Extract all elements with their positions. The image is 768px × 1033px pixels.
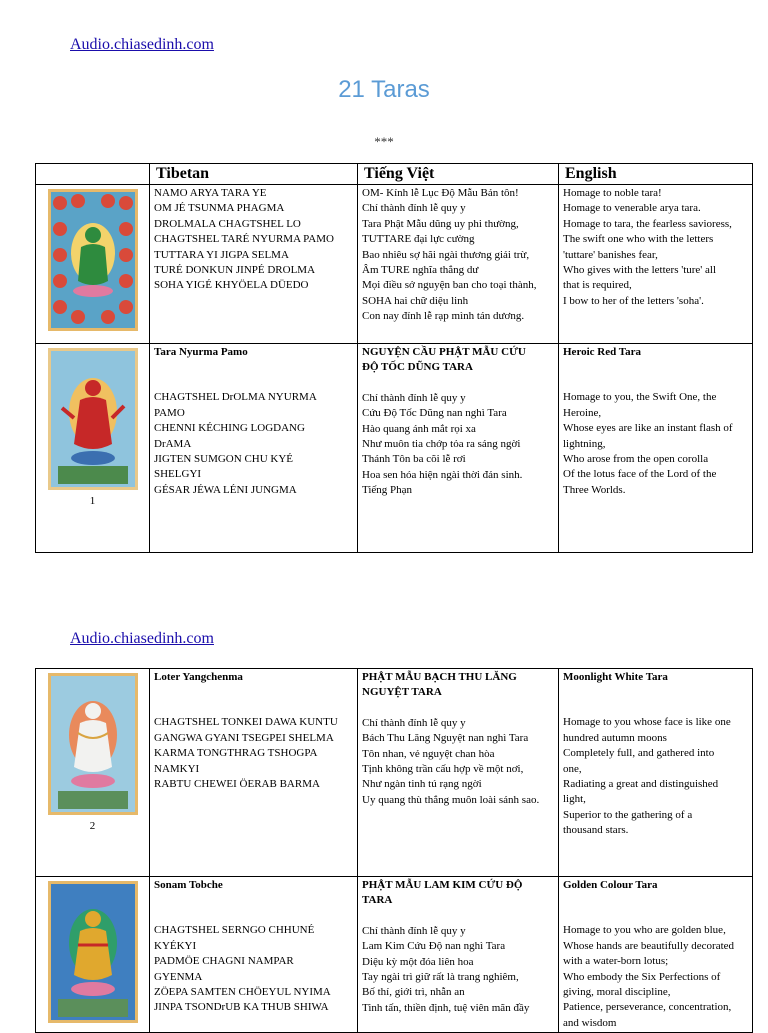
tibetan-line: CHAGTSHEL TARÉ NYURMA PAMO (154, 233, 334, 246)
site-link-top[interactable]: Audio.chiasedinh.com (70, 36, 214, 53)
english-line: thousand stars. (563, 824, 629, 837)
table-row-tara-1 (36, 344, 753, 553)
viet-heading: NGUYỆN CẦU PHẬT MẪU CỨU (362, 346, 526, 358)
tibetan-line: NAMKYI (154, 762, 200, 775)
tara-3-tibetan-cell (150, 877, 358, 1033)
intro-tibetan-cell (150, 185, 358, 344)
viet-line: Chí thành đính lễ quy y (362, 202, 466, 215)
viet-heading: PHẬT MẪU LAM KIM CỨU ĐỘ (362, 879, 523, 891)
english-line: Homage to you whose face is like one (563, 716, 731, 729)
viet-line: Mọi điều sở nguyện ban cho toại thành, (362, 279, 537, 292)
tibetan-line: TURÉ DONKUN JINPÉ DROLMA (154, 264, 316, 277)
white-tara-image (48, 673, 138, 815)
english-line: that is required, (563, 279, 632, 292)
english-line: Whose hands are beautifully decorated (563, 939, 735, 952)
image-cell (36, 877, 150, 1033)
viet-line: Chí thành đính lễ quy y (362, 924, 466, 937)
tibetan-line: CHAGTSHEL DrOLMA NYURMA (154, 391, 317, 404)
tibetan-line: CHAGTSHEL TONKEI DAWA KUNTU (154, 716, 338, 729)
tara-3-viet-cell (358, 877, 559, 1033)
tibetan-line: OM JÉ TSUNMA PHAGMA (154, 202, 285, 215)
tibetan-line: SOHA YIGÉ KHYÖELA DÜEDO (154, 279, 309, 292)
english-line: Completely full, and gathered into (563, 747, 715, 760)
red-tara-image (48, 348, 138, 490)
tibetan-line: GÉSAR JÉWA LÉNI JUNGMA (154, 483, 297, 496)
image-cell (36, 669, 150, 877)
taras-table-2 (35, 668, 753, 1033)
english-line: The swift one who with the letters (563, 233, 714, 246)
english-line: light, (563, 793, 586, 806)
tara-number: 2 (89, 820, 96, 832)
tibetan-line: JIGTEN SUMGON CHU KYÉ (154, 453, 294, 466)
tara-number: 1 (89, 495, 96, 507)
english-line: one, (563, 762, 582, 775)
header-image-col (36, 164, 150, 185)
viet-line: Bao nhiêu sợ hãi ngài thương giải trừ, (362, 248, 530, 261)
english-line: Radiating a great and distinguished (563, 778, 719, 791)
viet-line: Tiếng Phạn (362, 484, 413, 497)
header-vietnamese: Tiếng Việt (358, 164, 559, 185)
tibetan-line: DrAMA (154, 437, 192, 450)
english-line: Who embody the Six Perfections of (563, 970, 721, 983)
english-line: Of the lotus face of the Lord of the (563, 468, 717, 481)
viet-line: Thánh Tôn ba cõi lễ rơi (362, 453, 466, 466)
green-tara-image (48, 189, 138, 331)
tara-2-viet-cell (358, 669, 559, 877)
tibetan-line: ZÖEPA SAMTEN CHÖEYUL NYIMA (154, 986, 331, 999)
tibetan-line: PADMÖE CHAGNI NAMPAR (154, 955, 294, 968)
tibetan-line: KARMA TONGTHRAG TSHOGPA (154, 747, 318, 760)
english-line: Three Worlds. (563, 483, 626, 496)
english-heading: Heroic Red Tara (563, 346, 642, 358)
english-line: Superior to the gathering of a (563, 808, 693, 821)
english-line: Homage to tara, the fearless savioress, (563, 217, 732, 230)
page-title: 21 Taras (338, 76, 430, 103)
tibetan-heading: Loter Yangchenma (154, 671, 243, 683)
table-header-row (36, 164, 753, 185)
viet-line: Hoa sen hóa hiện ngài thời đản sinh. (362, 468, 523, 481)
english-line: Homage to you who are golden blue, (563, 924, 726, 937)
taras-table-1 (35, 163, 753, 553)
table-row-intro (36, 185, 753, 344)
intro-english-cell (559, 185, 753, 344)
tibetan-line: GANGWA GYANI TSEGPEI SHELMA (154, 731, 334, 744)
tibetan-line: DROLMALA CHAGTSHEL LO (154, 217, 301, 230)
english-line: I bow to her of the letters 'soha'. (563, 294, 704, 307)
viet-line: Âm TURE nghĩa thắng dư (362, 264, 479, 277)
tibetan-line: RABTU CHEWEI ÖERAB BARMA (154, 778, 320, 791)
tibetan-line: JINPA TSONDrUB KA THUB SHIWA (154, 1001, 329, 1014)
table-row-tara-2 (36, 669, 753, 877)
english-line: Homage to venerable arya tara. (563, 202, 701, 215)
viet-line: Hào quang ánh mắt rọi xa (362, 422, 476, 435)
english-line: 'tuttare' banishes fear, (563, 248, 658, 261)
tara-2-tibetan-cell (150, 669, 358, 877)
viet-line: Bách Thu Lăng Nguyệt nan nghì Tara (362, 732, 529, 745)
tibetan-line: CHAGTSHEL SERNGO CHHUNÉ (154, 924, 315, 937)
english-line: giving, moral discipline, (563, 986, 671, 999)
viet-line: Tara Phật Mẫu dũng uy phi thường, (362, 217, 519, 230)
table-row-tara-3 (36, 877, 753, 1033)
viet-line: Con nay đính lễ rạp mình tán dương. (362, 310, 525, 323)
english-line: Who gives with the letters 'ture' all (563, 264, 717, 277)
viet-line: Uy quang thù thắng muôn loài sánh sao. (362, 793, 540, 806)
viet-line: TUTTARE đại lực cường (362, 233, 475, 246)
image-cell (36, 344, 150, 553)
viet-line: Diệu kỳ một đóa liên hoa (362, 955, 474, 968)
viet-heading: PHẬT MẪU BẠCH THU LĂNG (362, 671, 517, 683)
tibetan-line: NAMO ARYA TARA YE (154, 187, 267, 199)
viet-line: Chí thành đính lễ quy y (362, 391, 466, 404)
separator: *** (374, 134, 394, 149)
english-line: Homage to noble tara! (563, 187, 662, 199)
tibetan-heading: Sonam Tobche (154, 879, 223, 891)
tara-1-tibetan-cell (150, 344, 358, 553)
english-heading: Golden Colour Tara (563, 879, 658, 891)
tibetan-heading: Tara Nyurma Pamo (154, 346, 248, 358)
header-tibetan: Tibetan (150, 164, 358, 185)
intro-viet-cell (358, 185, 559, 344)
english-line: Patience, perseverance, concentration, (563, 1001, 732, 1014)
viet-line: Như muôn tia chớp tỏa ra sáng ngời (362, 438, 521, 451)
image-cell (36, 185, 150, 344)
site-link-bottom[interactable]: Audio.chiasedinh.com (70, 630, 214, 647)
tibetan-line: CHENNI KÉCHING LOGDANG (154, 422, 305, 435)
english-line: and wisdom (563, 1016, 617, 1029)
viet-heading: NGUYỆT TARA (362, 686, 442, 699)
tibetan-line: SHELGYI (154, 468, 202, 481)
tara-1-viet-cell (358, 344, 559, 553)
english-heading: Moonlight White Tara (563, 671, 668, 683)
english-line: Heroine, (563, 406, 602, 419)
viet-line: Chí thành đính lễ quy y (362, 716, 466, 729)
viet-line: Bố thí, giới trì, nhẫn an (362, 986, 465, 999)
tibetan-line: PAMO (154, 406, 185, 419)
viet-line: Lam Kim Cứu Độ nan nghì Tara (362, 940, 506, 953)
english-line: Who arose from the open corolla (563, 453, 709, 466)
viet-line: SOHA hai chữ diệu linh (362, 294, 469, 307)
viet-heading: TARA (362, 894, 393, 907)
golden-tara-image (48, 881, 138, 1023)
viet-line: OM- Kính lễ Lục Độ Mẫu Bản tôn! (362, 187, 519, 199)
english-line: hundred autumn moons (563, 731, 667, 744)
viet-line: Cứu Độ Tốc Dũng nan nghì Tara (362, 407, 507, 420)
viet-line: Tay ngài trì giữ rất là trang nghiêm, (362, 971, 519, 984)
tara-1-english-cell (559, 344, 753, 553)
english-line: with a water-born lotus; (563, 955, 669, 968)
viet-line: Tôn nhan, vẻ nguyệt chan hòa (362, 747, 495, 760)
tibetan-line: KYÉKYI (154, 939, 197, 952)
viet-heading: ĐỘ TỐC DŨNG TARA (362, 361, 473, 374)
viet-line: Tịnh không trần cấu hợp về một nơi, (362, 763, 524, 776)
english-line: lightning, (563, 437, 606, 450)
english-line: Homage to you, the Swift One, the (563, 391, 717, 404)
tara-2-english-cell (559, 669, 753, 877)
header-english: English (559, 164, 753, 185)
viet-line: Như ngàn tinh tú rạng ngời (362, 778, 482, 791)
tara-3-english-cell (559, 877, 753, 1033)
viet-line: Tinh tấn, thiền định, tuệ viên mãn đầy (362, 1001, 530, 1014)
tibetan-line: GYENMA (154, 970, 203, 983)
english-line: Whose eyes are like an instant flash of (563, 422, 733, 435)
tibetan-line: TUTTARA YI JIGPA SELMA (154, 248, 289, 261)
